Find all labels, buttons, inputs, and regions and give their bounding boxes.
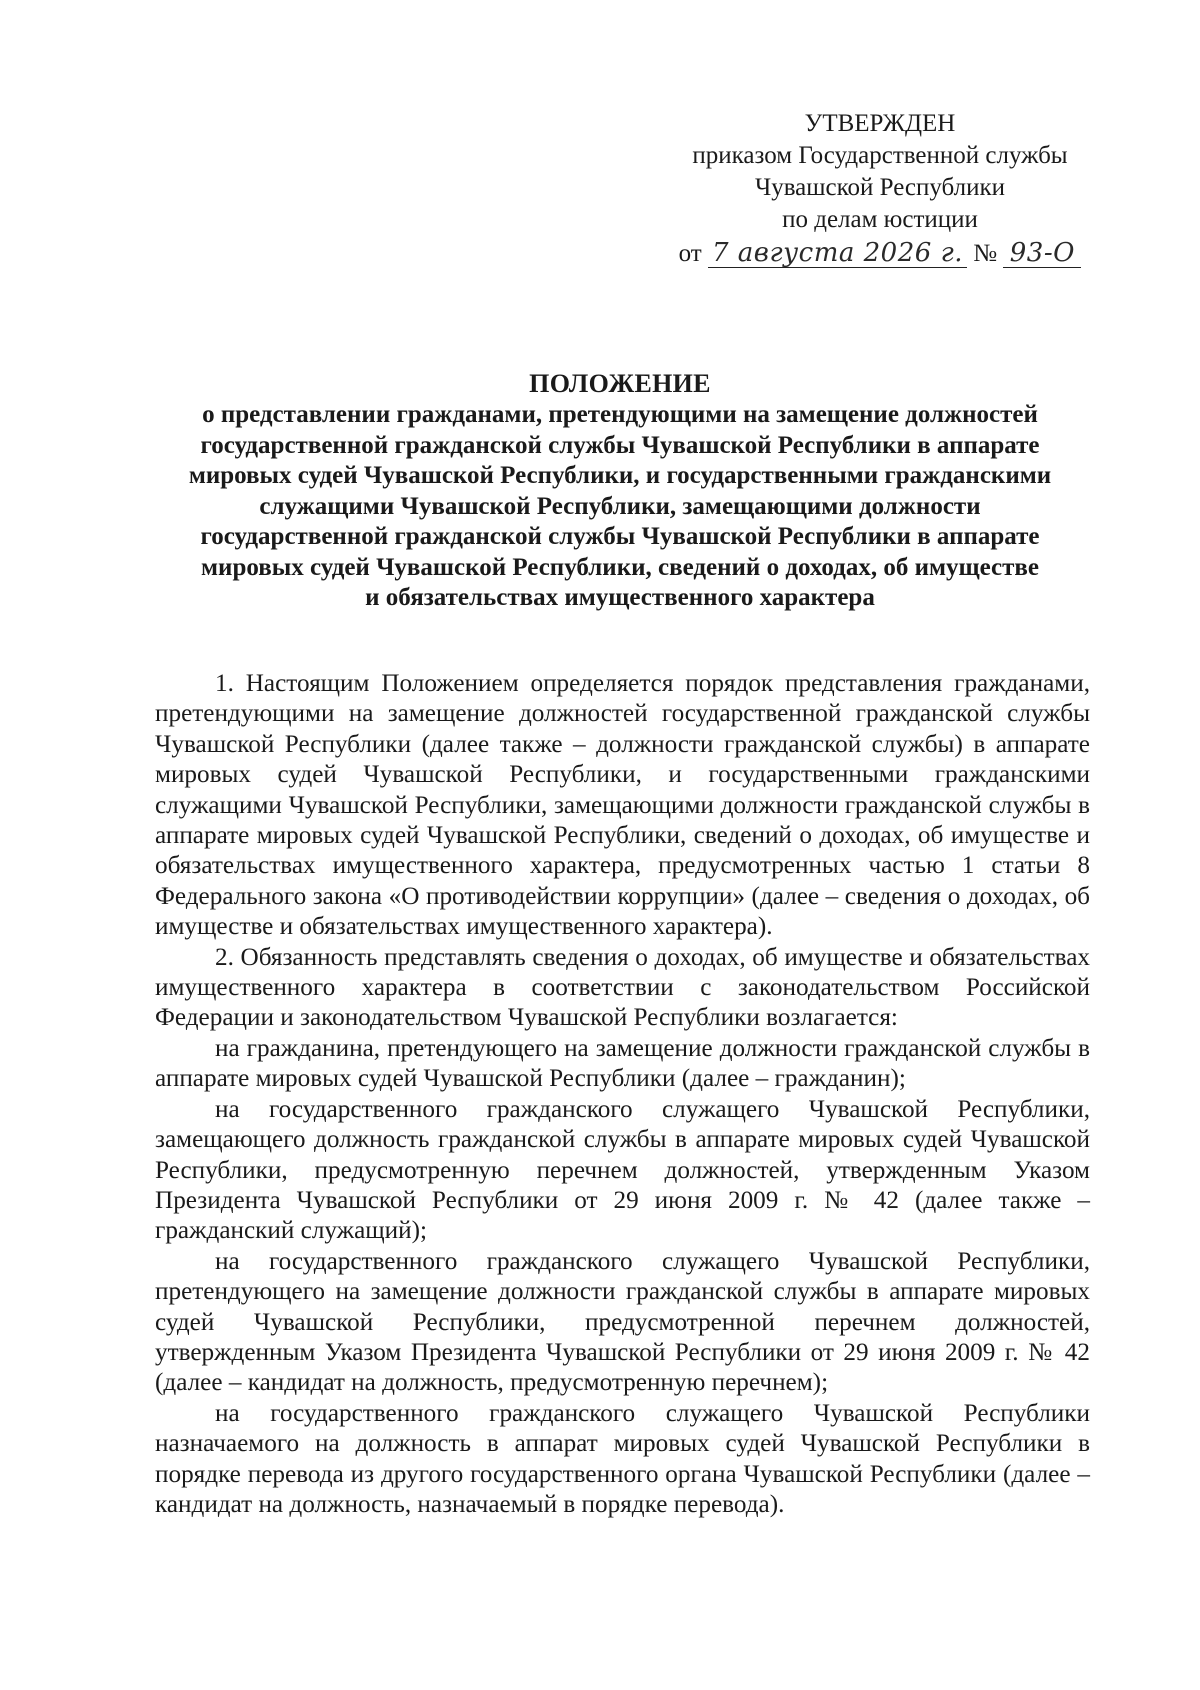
- approval-date-line: [660, 238, 1100, 270]
- approval-line-1: приказом Государственной службы: [692, 142, 1068, 169]
- subtitle-line: и обязательствах имущественного характера: [365, 584, 875, 611]
- subtitle-line: государственной гражданской службы Чувашской Республики в аппарате: [200, 523, 1040, 550]
- number-prefix: №: [973, 240, 998, 267]
- subtitle-line: о представлении гражданами, претендующими на замещение должностей: [202, 401, 1038, 428]
- body-paragraph-6: на государственного гражданского служащего Чувашской Республики назначаемого на должность в аппарат мировых судей Чувашской Республики в порядке перевода из другого государственного органа Чувашской Республики (далее – кандидат на должность, назначаемый в порядке перевода).: [155, 1399, 1090, 1518]
- approval-line-2: Чувашской Республики: [754, 174, 1006, 201]
- subtitle-line: государственной гражданской службы Чувашской Республики в аппарате: [200, 431, 1040, 459]
- document-subtitle: [100, 400, 1140, 614]
- subtitle-line: служащими Чувашской Республики, замещающими должности: [259, 492, 981, 520]
- document-body: [155, 669, 1090, 1520]
- body-paragraph-1: 1. Настоящим Положением определяется порядок представления гражданами, претендующими на замещение должностей государственной гражданской службы Чувашской Республики (далее также – должности гражданской службы) в аппарате мировых судей Чувашской Республики, и государственными гражданскими служащими Чувашской Республики, замещающими должности гражданской службы в аппарате мировых судей Чувашской Республики, сведений о доходах, об имуществе и обязательствах имущественного характера, предусмотренных частью 1 статьи 8 Федерального закона «О противодействии коррупции» (далее – сведения о доходах, об имуществе и обязательствах имущественного характера).: [155, 670, 1090, 941]
- body-paragraph-4: на государственного гражданского служащего Чувашской Республики, замещающего должность гражданской службы в аппарате мировых судей Чувашской Республики, предусмотренную перечнем должностей, утвержденным Указом Президента Чувашской Республики от 29 июня 2009 г. № 42 (далее также – гражданский служащий);: [155, 1095, 1090, 1245]
- subtitle-line: мировых судей Чувашской Республики, и государственными гражданскими: [188, 462, 1052, 489]
- subtitle-line: мировых судей Чувашской Республики, сведений о доходах, об имуществе: [201, 553, 1039, 581]
- approval-line-3: по делам юстиции: [782, 206, 978, 233]
- approval-heading: УТВЕРЖДЕН: [804, 110, 956, 137]
- document-title-block: [100, 368, 1140, 614]
- handwritten-number: 93-О: [1003, 239, 1081, 268]
- approval-stamp: [660, 108, 1100, 270]
- body-paragraph-2: 2. Обязанность представлять сведения о доходах, об имуществе и обязательствах имущественного характера в соответствии с законодательством Российской Федерации и законодательством Чувашской Республики возлагается:: [155, 943, 1090, 1032]
- body-paragraph-5: на государственного гражданского служащего Чувашской Республики, претендующего на замещение должности гражданской службы в аппарате мировых судей Чувашской Республики, предусмотренной перечнем должностей, утвержденным Указом Президента Чувашской Республики от 29 июня 2009 г. № 42 (далее – кандидат на должность, предусмотренную перечнем);: [155, 1247, 1090, 1397]
- body-paragraph-3: на гражданина, претендующего на замещение должности гражданской службы в аппарате мировых судей Чувашской Республики (далее – гражданин);: [155, 1034, 1090, 1093]
- document-title: ПОЛОЖЕНИЕ: [529, 369, 711, 398]
- handwritten-date: 7 августа 2026 г.: [708, 239, 967, 268]
- date-prefix: от: [678, 240, 702, 267]
